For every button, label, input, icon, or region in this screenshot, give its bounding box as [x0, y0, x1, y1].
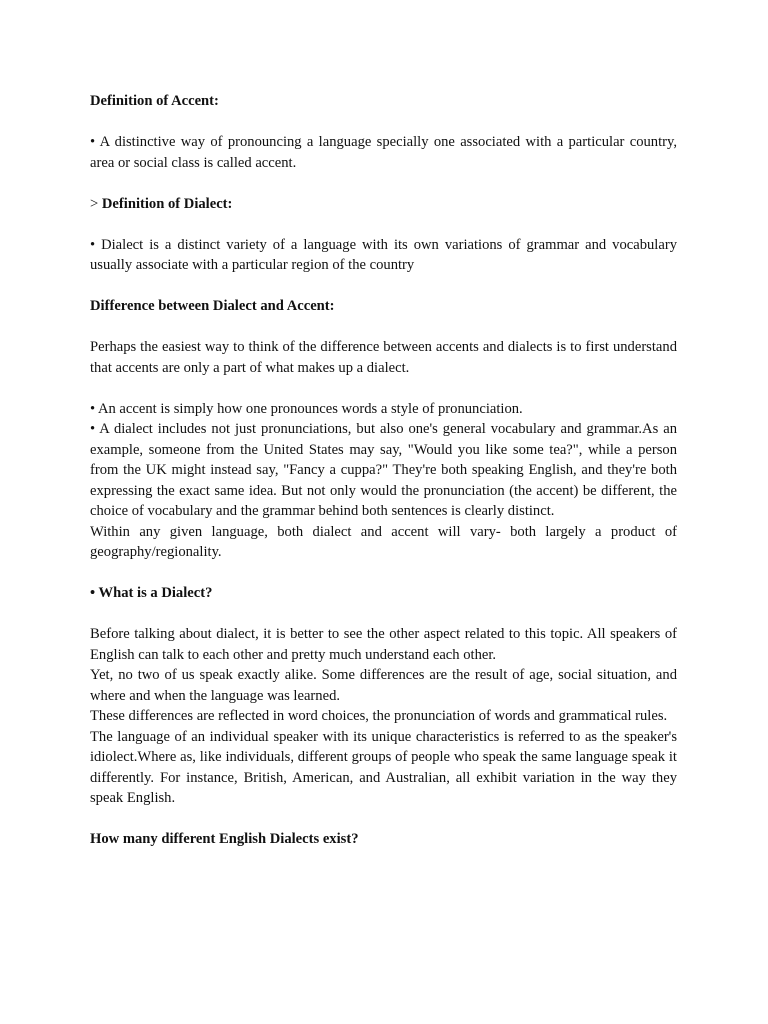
spacer: [90, 809, 677, 830]
differences-paragraph: These differences are reflected in word choices, the pronunciation of words and grammatical rules.: [90, 708, 668, 724]
difference-intro-paragraph: Perhaps the easiest way to think of the difference between accents and dialects is to first understand that accents are only a part of what makes up a dialect.: [90, 339, 677, 376]
spacer: [90, 214, 677, 235]
accent-definition-paragraph: • A distinctive way of pronouncing a language specially one associated with a particular country, area or social class is called accent.: [90, 134, 677, 171]
within-language-paragraph: Within any given language, both dialect and accent will vary- both largely a product of geography/regionality.: [90, 523, 677, 560]
spacer: [90, 563, 677, 584]
spacer: [90, 378, 677, 399]
spacer: [90, 604, 677, 625]
heading-definition-of-dialect: [90, 194, 677, 215]
spacer: [90, 173, 677, 194]
heading-definition-of-dialect-text: Definition of Dialect:: [101, 195, 233, 212]
heading-prefix: >: [90, 195, 102, 212]
yet-paragraph: Yet, no two of us speak exactly alike. Some differences are the result of age, social situation, and where and when the language was learned.: [90, 667, 677, 704]
spacer: [90, 317, 677, 338]
dialect-definition-paragraph: • Dialect is a distinct variety of a language with its own variations of grammar and vocabulary usually associate with a particular region of the country: [90, 236, 677, 273]
bullet-accent: • An accent is simply how one pronounces words a style of pronunciation.: [90, 400, 523, 417]
bullet-dialect: • A dialect includes not just pronunciations, but also one's general vocabulary and grammar.As an example, someone from the United States may say, "Would you like some tea?", while a person from the UK might instead say, "Fancy a cuppa?" They're both speaking English, and they're both expressing the exact same idea. But not only would the pronunciation (the accent) be different, the choice of vocabulary and the grammar behind both sentences is clearly distinct.: [90, 421, 677, 519]
before-talking-paragraph: Before talking about dialect, it is better to see the other aspect related to this topic. All speakers of English can talk to each other and pretty much understand each other.: [90, 626, 677, 663]
heading-difference: Difference between Dialect and Accent:: [90, 298, 335, 314]
heading-definition-of-accent: Definition of Accent:: [90, 93, 219, 109]
heading-how-many-dialects: How many different English Dialects exist?: [90, 831, 359, 847]
spacer: [90, 112, 677, 133]
spacer: [90, 276, 677, 297]
idiolect-paragraph: The language of an individual speaker with its unique characteristics is referred to as the speaker's idiolect.Where as, like individuals, different groups of people who speak the same language speak it differently. For instance, British, American, and Australian, all exhibit variation in the way they speak English.: [90, 728, 677, 806]
heading-what-is-dialect: • What is a Dialect?: [90, 585, 213, 601]
document-page: [90, 91, 677, 850]
